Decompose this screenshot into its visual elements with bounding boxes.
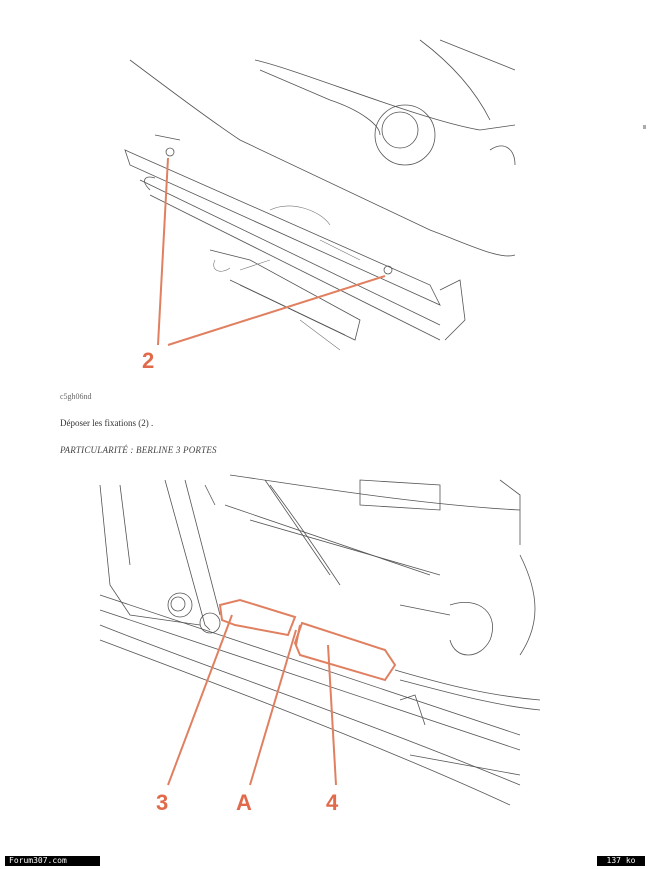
- callout-line-2-left: [158, 158, 168, 345]
- callout-label-A: A: [236, 790, 252, 815]
- figure-reference: c5gh06nd: [60, 392, 92, 401]
- section-heading: PARTICULARITÉ : BERLINE 3 PORTES: [60, 445, 217, 455]
- callout-label-3: 3: [156, 790, 169, 815]
- scan-speck: [643, 125, 646, 129]
- callout-line-3: [168, 615, 232, 785]
- footer-file-size: 137 ko: [597, 856, 645, 866]
- seat-rail-drawing: [0, 30, 650, 380]
- callout-line-A: [250, 630, 296, 785]
- footer-site-badge: Forum307.com: [5, 856, 100, 866]
- variant-drawing: [0, 465, 650, 825]
- figure-seat-rail-fixations: [0, 30, 650, 380]
- callout-label-2: 2: [142, 348, 155, 373]
- figure-3-door-variant: [0, 465, 650, 825]
- instruction-text: Déposer les fixations (2) .: [60, 418, 154, 428]
- part-4-sleeve: [295, 623, 395, 680]
- callout-label-4: 4: [326, 790, 339, 815]
- callout-line-2-right: [168, 276, 385, 345]
